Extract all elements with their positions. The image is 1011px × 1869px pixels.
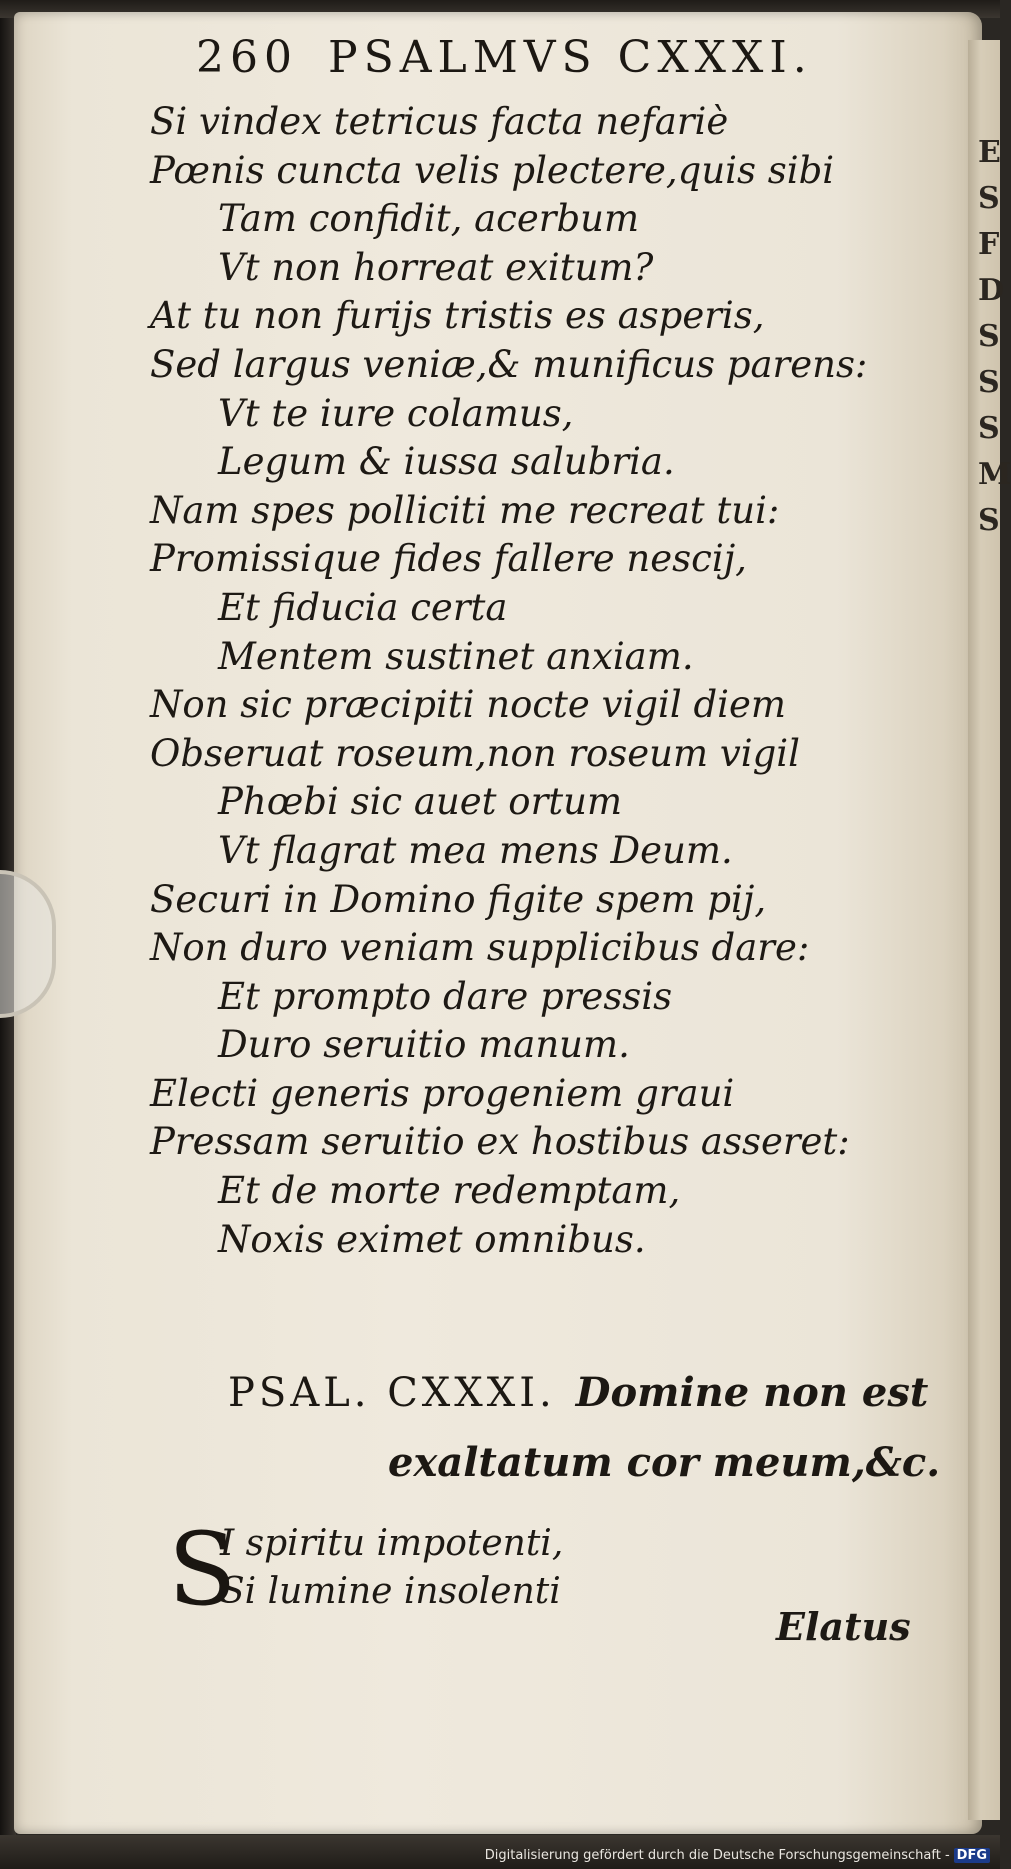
verse-line: Et fiducia certa xyxy=(218,585,508,629)
dropcap-initial: S xyxy=(168,1511,237,1628)
facing-page-letter: D xyxy=(978,273,1005,308)
facing-page-letter: E xyxy=(978,135,1001,170)
facing-page-edge xyxy=(968,40,1011,1820)
verse-line: Phœbi sic auet ortum xyxy=(218,780,623,824)
verse-line: Nam spes polliciti me recreat tui: xyxy=(150,488,780,532)
verse-line: Tam confidit, acerbum xyxy=(218,197,640,241)
verse-line: Electi generis progeniem graui xyxy=(150,1071,735,1115)
facing-page-letter: S xyxy=(978,319,1000,354)
verse-line: Noxis eximet omnibus. xyxy=(218,1217,646,1261)
facing-page-letter: F xyxy=(978,227,1000,262)
verse-line: Vt non horreat exitum? xyxy=(218,245,654,289)
verse-line: Si vindex tetricus facta nefariè xyxy=(150,100,729,143)
opening-line-1: I spiritu impotenti, xyxy=(220,1523,564,1564)
psalm-number-label: PSAL. CXXXI. xyxy=(228,1370,556,1416)
verse-line: Non duro veniam supplicibus dare: xyxy=(150,926,810,970)
psalm-opening xyxy=(168,1511,868,1628)
verse-line: Securi in Domino figite spem pij, xyxy=(150,877,767,921)
facing-page-letter: S xyxy=(978,411,1000,446)
verse-line: Duro seruitio manum. xyxy=(218,1023,630,1067)
verse-line: Pressam seruitio ex hostibus asseret: xyxy=(150,1120,850,1164)
digitization-credit xyxy=(485,1848,990,1863)
credit-text: Digitalisierung gefördert durch die Deutsche Forschungsgemeinschaft - xyxy=(484,1848,950,1863)
opening-line-2: Si lumine insolenti xyxy=(220,1571,561,1612)
psalm-verses xyxy=(150,98,950,1264)
verse-line: Et de morte redemptam, xyxy=(218,1169,681,1213)
verse-line: Legum & iussa salubria. xyxy=(218,440,675,484)
facing-page-letter: M xyxy=(978,457,1011,492)
facing-page-letter: S xyxy=(978,503,1000,538)
verse-line: Vt flagrat mea mens Deum. xyxy=(218,828,733,872)
facing-page-letter: S xyxy=(978,365,1000,400)
verse-line: At tu non furijs tristis es asperis, xyxy=(150,294,765,338)
running-title: PSALMVS CXXXI. xyxy=(327,32,813,83)
verse-line: Pœnis cuncta velis plectere,quis sibi xyxy=(150,148,835,192)
verse-line: Et prompto dare pressis xyxy=(218,974,673,1018)
verse-line: Mentem sustinet anxiam. xyxy=(218,634,694,678)
verse-line: Vt te iure colamus, xyxy=(218,391,574,435)
verse-line: Obseruat roseum,non roseum vigil xyxy=(150,731,800,775)
catchword: Elatus xyxy=(776,1604,911,1649)
verse-line: Non sic præcipiti nocte vigil diem xyxy=(150,683,786,727)
psalm-incipit-line2: exaltatum cor meum,&c. xyxy=(388,1439,941,1486)
running-header xyxy=(196,32,956,83)
page-number: 260 xyxy=(196,32,298,83)
psalm-heading xyxy=(228,1358,948,1498)
psalm-incipit-line1: Domine non est xyxy=(575,1369,929,1416)
facing-page-letters xyxy=(978,130,1011,544)
dfg-logo: DFG xyxy=(954,1848,990,1863)
verse-line: Sed largus veniæ,& munificus parens: xyxy=(150,342,868,386)
verse-line: Promissique fides fallere nescij, xyxy=(150,537,747,581)
facing-page-letter: S xyxy=(978,181,1000,216)
